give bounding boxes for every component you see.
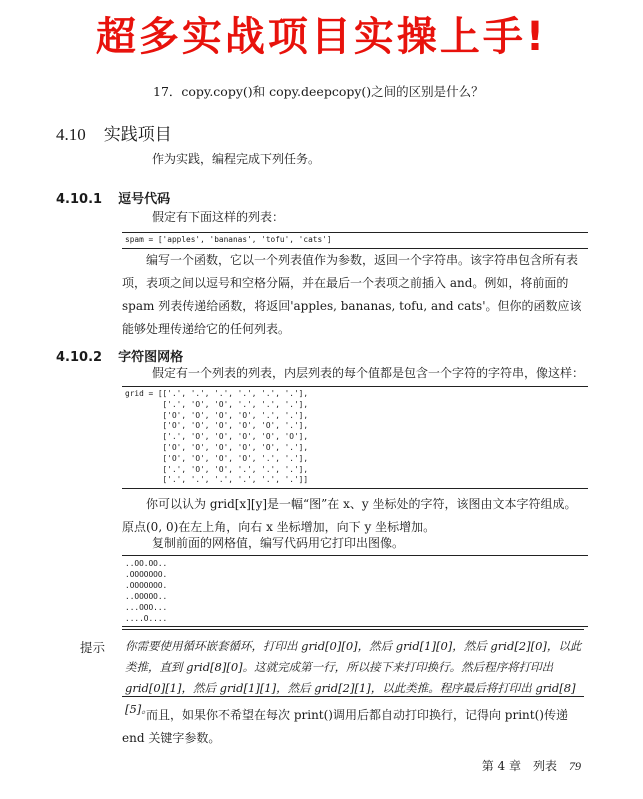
tip-label: 提示 bbox=[80, 640, 106, 655]
output-code-block: ..OO.OO.. .OOOOOOO. .OOOOOOO. ..OOOOO.. ...OOO... ....O.... bbox=[122, 555, 588, 627]
question-17: 17．copy.copy()和 copy.deepcopy()之间的区别是什么？ bbox=[153, 84, 484, 99]
subsection-1-body: 编写一个函数，它以一个列表值作为参数，返回一个字符串。该字符串包含所有表项，表项之间以逗号和空格分隔，并在最后一个表项之前插入 and。例如，将前面的 spam 列表传递给函数，将返回'apples, bananas, tofu, and cats'。但你的函数应该能够处理传递给它的任何列表。 bbox=[122, 253, 582, 336]
final-paragraph: 而且，如果你不希望在每次 print()调用后都自动打印换行，记得向 print()传递 end 关键字参数。 bbox=[122, 708, 568, 745]
grid-code-block: grid = [['.', '.', '.', '.', '.', '.'], ['.', 'O', 'O', '.', '.', '.'], ['O', 'O', 'O', 'O', '.', '.'], ['O', 'O', 'O', 'O', 'O', '.'], ['.', 'O', 'O', 'O', 'O', 'O'], ['O', 'O', 'O', 'O', 'O', '.'], ['O', 'O', 'O', 'O', '.', '.'], ['.', 'O', 'O', '.', '.', '.'], ['.', '.', '.', '.', '.', '.']] bbox=[122, 386, 588, 489]
tip-top-rule bbox=[122, 629, 584, 630]
subsection-1-intro: 假定有下面这样的列表： bbox=[152, 210, 285, 224]
section-title: 实践项目 bbox=[103, 125, 172, 145]
subsection-2-explain: 你可以认为 grid[x][y]是一幅“图”在 x、y 坐标处的字符，该图由文本字符组成。原点(0, 0)在左上角，向右 x 坐标增加，向下 y 坐标增加。 bbox=[122, 497, 577, 534]
subsection-2-intro: 假定有一个列表的列表，内层列表的每个值都是包含一个字符的字符串，像这样： bbox=[152, 366, 585, 380]
page-footer bbox=[482, 757, 581, 774]
tip-text: 你需要使用循环嵌套循环，打印出 grid[0][0]，然后 grid[1][0]，然后 grid[2][0]，以此类推，直到 grid[8][0]。这就完成第一行，所以接下来打印换行。然后程序将打印出 grid[0][1]，然后 grid[1][1]，然后 grid[2][1]，以此类推。程序最后将打印出 grid[8][5]。 bbox=[125, 639, 582, 716]
section-number: 4.10 bbox=[56, 125, 86, 144]
subsection-2-title: 字符图网格 bbox=[118, 350, 184, 365]
promo-banner: 超多实战项目实操上手! bbox=[95, 14, 548, 60]
subsection-1-title: 逗号代码 bbox=[118, 192, 171, 207]
subsection-1-number: 4.10.1 bbox=[56, 192, 103, 207]
tip-bottom-rule bbox=[122, 696, 584, 697]
section-heading bbox=[56, 120, 172, 145]
subsection-2-task: 复制前面的网格值，编写代码用它打印出图像。 bbox=[152, 536, 405, 550]
spam-code-block: spam = ['apples', 'bananas', 'tofu', 'cats'] bbox=[122, 232, 588, 249]
subsection-2-number: 4.10.2 bbox=[56, 350, 103, 365]
section-intro: 作为实践，编程完成下列任务。 bbox=[152, 152, 321, 166]
page-number: 79 bbox=[569, 759, 581, 773]
subsection-1-heading bbox=[56, 188, 170, 207]
chapter-label: 第 4 章 列表 bbox=[481, 759, 557, 773]
